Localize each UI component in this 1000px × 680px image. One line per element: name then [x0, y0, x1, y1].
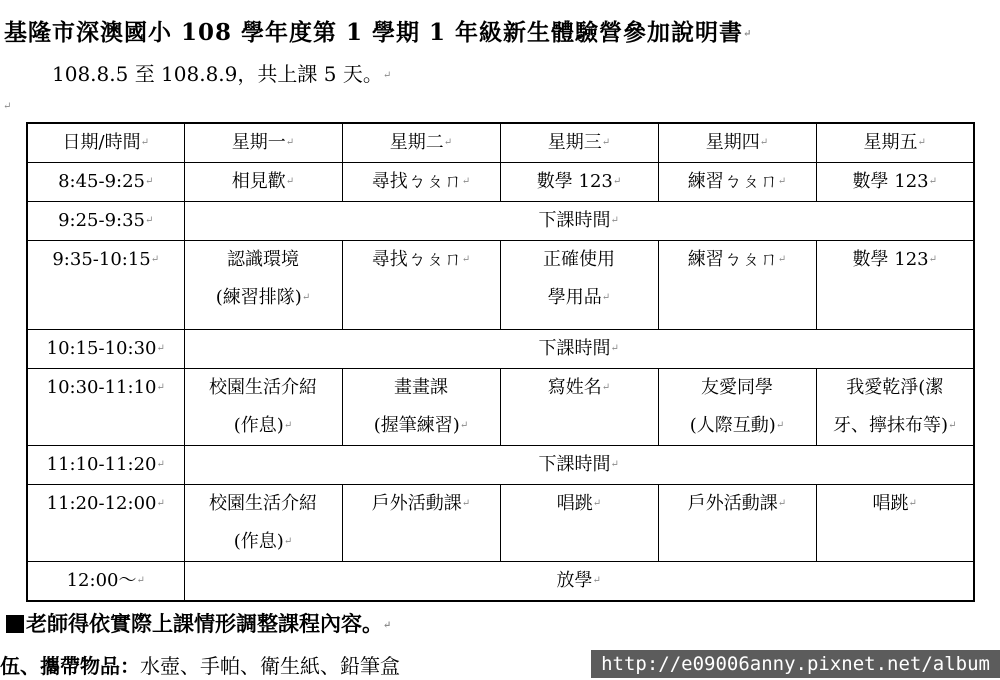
table-row	[27, 241, 974, 330]
paragraph-mark: ↵	[948, 420, 957, 431]
cell-line	[501, 279, 658, 317]
cell-text: 下課時間	[538, 338, 611, 359]
cell-text: (作息)	[233, 415, 284, 436]
time-cell	[27, 485, 184, 562]
time-cell	[27, 163, 184, 202]
paragraph-mark: ↵	[601, 137, 611, 148]
paragraph-mark: ↵	[461, 254, 471, 265]
cell-line	[501, 124, 658, 162]
merged-cell	[184, 562, 974, 602]
table-row	[27, 485, 974, 562]
paragraph-mark: ↵	[156, 459, 165, 470]
header-cell	[500, 123, 658, 163]
cell-text: 9:35-10:15	[52, 249, 151, 270]
cell-line	[185, 369, 342, 407]
cell-text: 11:10-11:20	[46, 454, 157, 475]
cell-text: 9:25-9:35	[58, 210, 146, 231]
time-cell	[27, 202, 184, 241]
cell-line	[817, 241, 974, 279]
paragraph-mark: ↵	[285, 137, 295, 148]
activity-cell	[816, 163, 974, 202]
cell-text: 我愛乾淨(潔	[846, 377, 944, 398]
cell-text: 友愛同學	[701, 377, 773, 398]
cell-text: 下課時間	[538, 210, 611, 231]
merged-cell	[184, 330, 974, 369]
cell-line	[185, 407, 342, 445]
paragraph-mark: ↵	[601, 292, 611, 303]
paragraph-mark: ↵	[601, 382, 611, 393]
paragraph-mark: ↵	[461, 498, 471, 509]
cell-line	[817, 485, 974, 523]
time-cell	[27, 369, 184, 446]
paragraph-mark: ↵	[283, 536, 293, 547]
cell-text: 數學 123	[536, 171, 613, 192]
cell-line	[28, 202, 184, 240]
cell-line	[185, 330, 974, 368]
paragraph-mark: ↵	[917, 137, 926, 148]
paragraph-mark: ↵	[775, 420, 785, 431]
activity-cell	[342, 241, 500, 330]
cell-text: 唱跳	[556, 493, 593, 514]
activity-cell	[342, 485, 500, 562]
cell-text: 牙、擰抹布等)	[833, 415, 949, 436]
merged-cell	[184, 202, 974, 241]
header-cell	[816, 123, 974, 163]
activity-cell	[500, 369, 658, 446]
table-row	[27, 562, 974, 602]
cell-text: 10:15-10:30	[46, 338, 157, 359]
black-square-icon	[6, 615, 24, 633]
paragraph-mark: ↵	[156, 382, 165, 393]
cell-line	[343, 485, 500, 523]
paragraph-mark: ↵	[140, 137, 149, 148]
cell-text: 星期三	[547, 132, 602, 153]
cell-line	[185, 202, 974, 240]
time-cell	[27, 241, 184, 330]
paragraph-mark: ↵	[743, 28, 753, 40]
cell-line	[185, 485, 342, 523]
paragraph-mark: ↵	[285, 176, 295, 187]
activity-cell	[184, 369, 342, 446]
date-range-line: 108.8.5 至 108.8.9，共上課 5 天。↵	[52, 62, 392, 86]
activity-cell	[816, 485, 974, 562]
paragraph-mark: ↵	[150, 254, 160, 265]
schedule-table	[26, 122, 975, 602]
cell-text: (人際互動)	[689, 415, 776, 436]
cell-line	[28, 446, 184, 484]
table-row	[27, 202, 974, 241]
cell-line	[185, 124, 342, 162]
cell-text: 正確使用	[543, 249, 615, 270]
cell-line	[185, 446, 974, 484]
paragraph-mark: ↵	[459, 420, 469, 431]
cell-text: 10:30-11:10	[46, 377, 157, 398]
cell-text: 星期四	[705, 132, 760, 153]
document-title: 基隆市深澳國小 108 學年度第 1 學期 1 年級新生體驗營參加說明書↵	[4, 19, 753, 46]
cell-text: 星期一	[231, 132, 286, 153]
activity-cell	[500, 241, 658, 330]
cell-line	[817, 369, 974, 407]
activity-cell	[658, 485, 816, 562]
paragraph-mark: ↵	[908, 498, 917, 509]
cell-text: (握筆練習)	[373, 415, 460, 436]
time-cell	[27, 562, 184, 602]
paragraph-mark: ↵	[610, 215, 619, 226]
paragraph-mark: ↵	[443, 137, 453, 148]
activity-cell	[816, 241, 974, 330]
cell-line	[501, 369, 658, 407]
activity-cell	[500, 163, 658, 202]
cell-line	[28, 241, 184, 279]
paragraph-mark: ↵	[928, 254, 937, 265]
merged-cell	[184, 446, 974, 485]
cell-text: (作息)	[233, 531, 284, 552]
cell-line	[501, 163, 658, 201]
cell-text: 下課時間	[538, 454, 611, 475]
paragraph-mark: ↵	[592, 575, 601, 586]
paragraph-mark: ↵	[156, 343, 165, 354]
cell-line	[659, 124, 816, 162]
cell-line	[817, 163, 974, 201]
paragraph-mark: ↵	[759, 137, 769, 148]
paragraph-mark: ↵	[382, 70, 392, 81]
time-cell	[27, 330, 184, 369]
cell-line	[185, 163, 342, 201]
cell-line	[185, 279, 342, 317]
cell-line	[343, 241, 500, 279]
cell-line	[659, 241, 816, 279]
table-row	[27, 369, 974, 446]
cell-line	[343, 407, 500, 445]
cell-line	[28, 485, 184, 523]
activity-cell	[342, 163, 500, 202]
table-header-row	[27, 123, 974, 163]
header-cell	[658, 123, 816, 163]
cell-text: (練習排隊)	[215, 287, 302, 308]
items-label: 伍、攜帶物品：	[0, 654, 140, 678]
paragraph-mark: ↵	[3, 101, 12, 112]
paragraph-mark: ↵	[610, 343, 619, 354]
paragraph-mark: ↵	[136, 575, 145, 586]
cell-text: 戶外活動課	[687, 493, 778, 514]
activity-cell	[658, 241, 816, 330]
cell-text: 畫畫課	[394, 377, 448, 398]
time-cell	[27, 446, 184, 485]
cell-line	[817, 124, 974, 162]
cell-text: 日期/時間	[62, 132, 141, 153]
table-row	[27, 163, 974, 202]
paragraph-mark: ↵	[383, 620, 392, 631]
cell-line	[28, 369, 184, 407]
paragraph-mark: ↵	[777, 254, 787, 265]
cell-line	[817, 407, 974, 445]
cell-line	[659, 407, 816, 445]
cell-line	[28, 562, 184, 600]
cell-text: 星期二	[389, 132, 444, 153]
paragraph-mark: ↵	[610, 459, 619, 470]
cell-text: 相見歡	[231, 171, 286, 192]
cell-line	[28, 163, 184, 201]
activity-cell	[184, 163, 342, 202]
watermark-url: http://e09006anny.pixnet.net/album	[591, 650, 1000, 678]
cell-line	[28, 330, 184, 368]
paragraph-mark: ↵	[145, 215, 154, 226]
cell-text: 11:20-12:00	[46, 493, 157, 514]
paragraph-mark: ↵	[156, 498, 165, 509]
cell-text: 數學 123	[852, 171, 929, 192]
cell-text: 數學 123	[852, 249, 929, 270]
cell-text: 唱跳	[872, 493, 909, 514]
header-cell	[184, 123, 342, 163]
cell-line	[501, 241, 658, 279]
cell-line	[659, 369, 816, 407]
header-cell	[342, 123, 500, 163]
paragraph-mark: ↵	[777, 498, 787, 509]
cell-line	[659, 485, 816, 523]
cell-line	[343, 124, 500, 162]
cell-line	[343, 369, 500, 407]
cell-line	[28, 124, 184, 162]
cell-line	[185, 562, 974, 600]
paragraph-mark: ↵	[777, 176, 787, 187]
cell-line	[185, 241, 342, 279]
cell-text: 寫姓名	[547, 377, 602, 398]
items-text: 水壺、手帕、衛生紙、鉛筆盒	[140, 654, 400, 678]
cell-text: 放學	[556, 570, 593, 591]
paragraph-mark: ↵	[145, 176, 154, 187]
cell-text: 學用品	[547, 287, 602, 308]
table-row	[27, 446, 974, 485]
cell-text: 校園生活介紹	[209, 493, 317, 514]
cell-text: 星期五	[863, 132, 918, 153]
table-row	[27, 330, 974, 369]
paragraph-mark: ↵	[283, 420, 293, 431]
cell-text: 尋找ㄅㄆㄇ	[371, 249, 462, 270]
cell-line	[501, 485, 658, 523]
cell-text: 練習ㄅㄆㄇ	[687, 249, 778, 270]
cell-text: 尋找ㄅㄆㄇ	[371, 171, 462, 192]
paragraph-mark: ↵	[461, 176, 471, 187]
adjustment-note: 老師得依實際上課情形調整課程內容。↵	[6, 608, 391, 638]
activity-cell	[184, 485, 342, 562]
cell-text: 校園生活介紹	[209, 377, 317, 398]
activity-cell	[816, 369, 974, 446]
activity-cell	[184, 241, 342, 330]
activity-cell	[342, 369, 500, 446]
cell-line	[185, 523, 342, 561]
cell-text: 8:45-9:25	[58, 171, 146, 192]
cell-line	[343, 163, 500, 201]
activity-cell	[658, 163, 816, 202]
cell-line	[659, 163, 816, 201]
cell-text: 戶外活動課	[371, 493, 462, 514]
paragraph-mark: ↵	[612, 176, 622, 187]
activity-cell	[500, 485, 658, 562]
paragraph-mark: ↵	[928, 176, 937, 187]
cell-text: 認識環境	[227, 249, 299, 270]
cell-text: 12:00～	[66, 570, 137, 591]
cell-text: 練習ㄅㄆㄇ	[687, 171, 778, 192]
activity-cell	[658, 369, 816, 446]
paragraph-mark: ↵	[301, 292, 311, 303]
paragraph-mark: ↵	[592, 498, 602, 509]
header-cell	[27, 123, 184, 163]
